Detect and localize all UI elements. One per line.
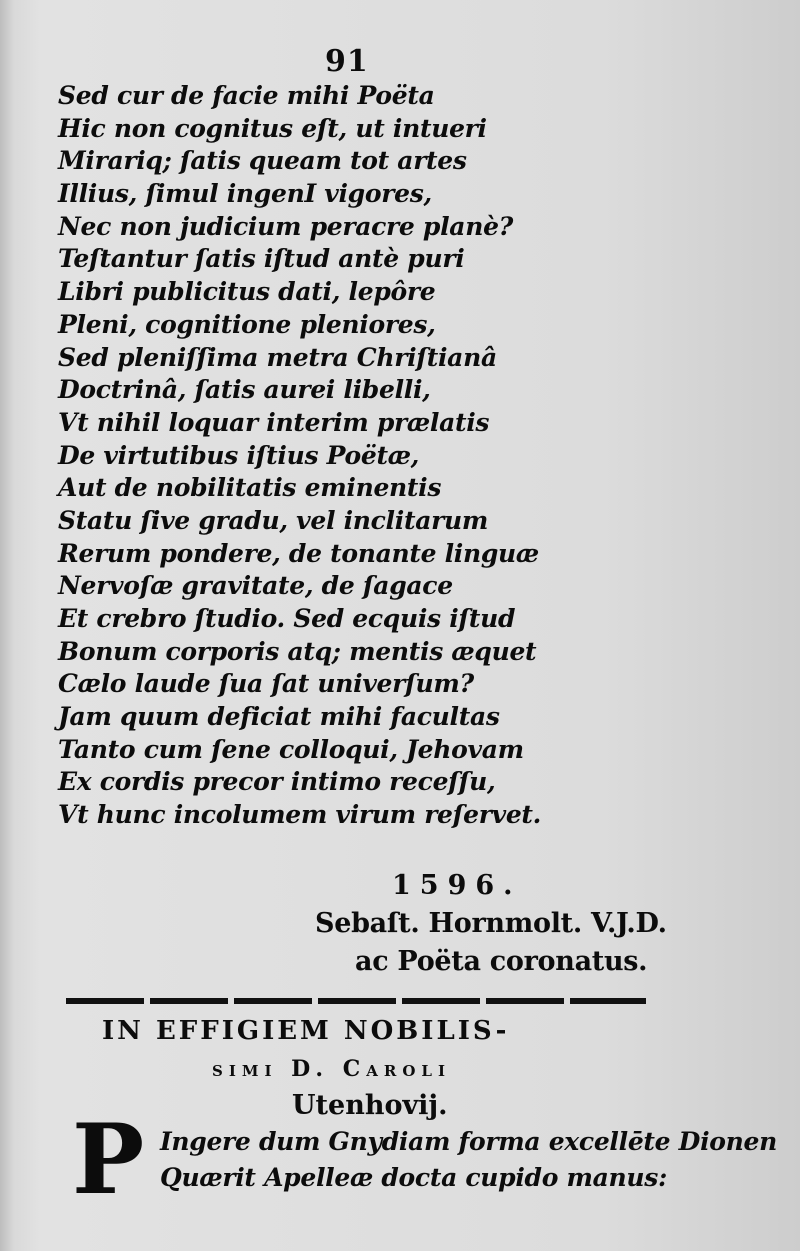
poem-line: Rerum pondere, de tonante linguæ (58, 538, 539, 568)
section-divider (66, 998, 646, 1004)
epigram-line: Quærit Apelleæ docta cupido manus: (160, 1163, 668, 1192)
epigram-line: Ingere dum Gnydiam forma excellēte Dionen (160, 1127, 777, 1156)
signature-title: ac Poëta coronatus. (355, 946, 648, 977)
poem (58, 80, 578, 832)
signature-name: Sebaſt. Hornmolt. V.J.D. (315, 908, 667, 939)
poem-line: Illius, ſimul ingenI vigores, (58, 179, 432, 209)
poem-line: Aut de nobilitatis eminentis (58, 473, 442, 503)
poem-line: Pleni, cognitione pleniores, (58, 309, 436, 339)
poem-line: Jam quum deficiat mihi facultas (58, 702, 500, 732)
poem-line: Cælo laude ſua ſat univerſum? (58, 669, 474, 699)
poem-line: Libri publicitus dati, lepôre (58, 277, 436, 307)
poem-line: Mirariq; ſatis queam tot artes (58, 146, 467, 176)
poem-line: De virtutibus iſtius Poëtæ, (58, 440, 420, 470)
date: 1596. (392, 870, 522, 901)
poem-line: Nervoſæ gravitate, de ſagace (58, 571, 453, 601)
page-number: 91 (325, 44, 369, 79)
poem-line: Sed cur de facie mihi Poëta (58, 81, 435, 110)
poem-line: Hic non cognitus eſt, ut intueri (58, 113, 487, 143)
epigram (160, 1124, 777, 1196)
section-heading-line-3: Utenhovij. (292, 1090, 448, 1121)
poem-line: Statu ſive gradu, vel inclitarum (58, 505, 488, 535)
poem-line: Sed pleniſſima metra Chriſtianâ (58, 342, 497, 372)
poem-line: Vt hunc incolumem virum reſervet. (58, 800, 542, 830)
poem-line: Vt nihil loquar interim prælatis (58, 407, 490, 437)
poem-line: Bonum corporis atq; mentis æquet (58, 636, 537, 666)
section-heading-line-1: IN EFFIGIEM NOBILIS- (102, 1016, 510, 1046)
drop-cap: P (72, 1103, 145, 1216)
poem-line: Ex cordis precor intimo receſſu, (58, 767, 496, 797)
poem-line: Teſtantur ſatis iſtud antè puri (58, 244, 465, 274)
section-heading-line-2: simi D. Caroli (212, 1056, 451, 1082)
poem-line: Nec non judicium peracre planè? (58, 211, 514, 241)
poem-line: Et crebro ſtudio. Sed ecquis iſtud (58, 604, 516, 633)
poem-line: Doctrinâ, ſatis aurei libelli, (58, 375, 431, 405)
poem-line: Tanto cum ſene colloqui, Jehovam (58, 734, 524, 764)
